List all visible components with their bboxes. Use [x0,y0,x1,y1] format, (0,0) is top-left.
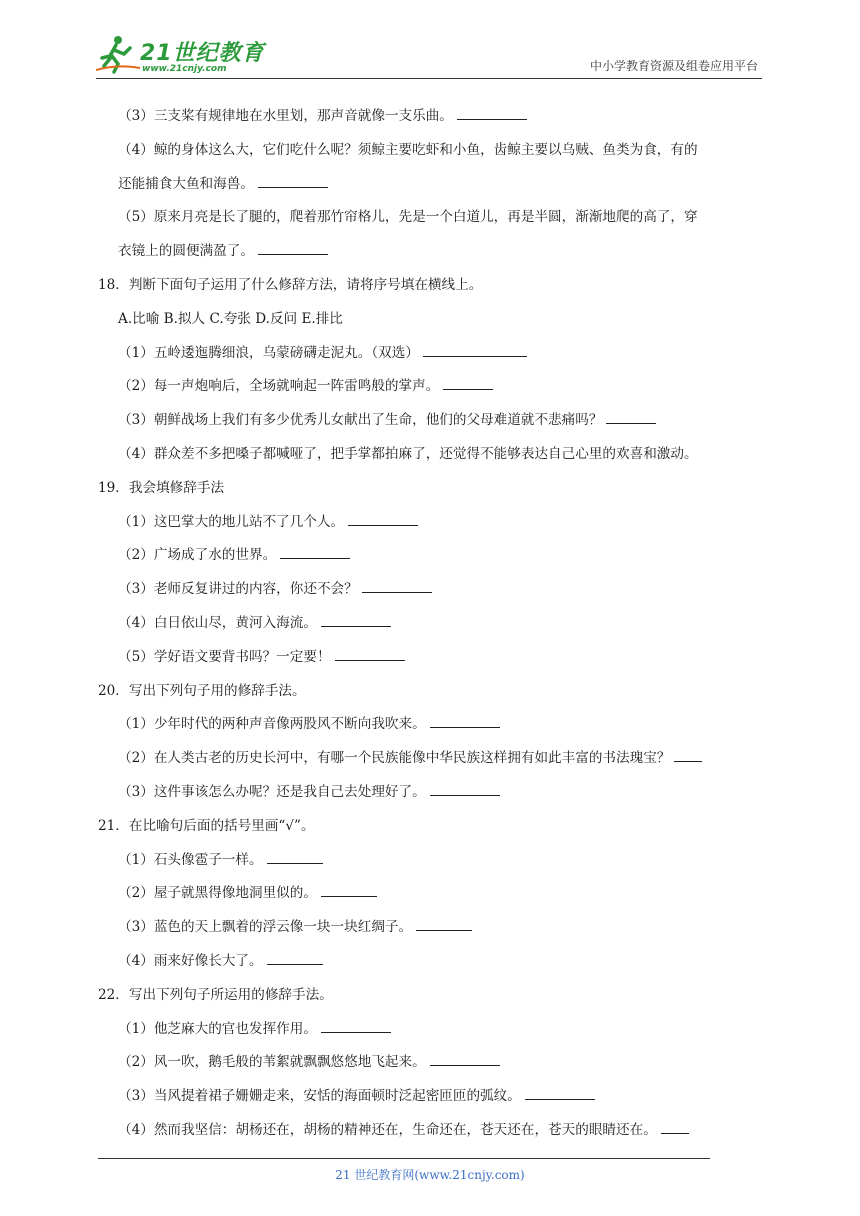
line-text: 18．判断下面句子运用了什么修辞方法，请将序号填在横线上。 [98,276,483,293]
text-line [98,1080,762,1114]
line-text: 19．我会填修辞手法 [98,479,225,496]
text-line [98,742,762,776]
answer-blank[interactable] [674,747,702,762]
text-line [98,370,762,404]
line-text: （3）蓝色的天上飘着的浮云像一块一块红绸子。 [118,919,413,936]
answer-blank[interactable] [430,713,500,728]
answer-blank[interactable] [321,882,377,897]
line-text: （3）朝鲜战场上我们有多少优秀儿女献出了生命，他们的父母难道就不悲痛吗？ [118,412,603,429]
text-line [98,1114,762,1148]
line-text: （4）白日依山尽，黄河入海流。 [118,614,317,631]
text-line [98,235,762,269]
answer-blank[interactable] [280,544,350,559]
logo [96,34,266,78]
line-text: （2）屋子就黑得像地洞里似的。 [118,885,317,902]
answer-blank[interactable] [525,1085,595,1100]
line-text: 衣镜上的圆便满盈了。 [118,243,254,260]
text-line [98,1013,762,1047]
text-line [98,979,762,1013]
answer-blank[interactable] [606,409,656,424]
text-line [98,438,762,472]
line-text: （1）他芝麻大的官也发挥作用。 [118,1020,317,1037]
line-text: （3）这件事该怎么办呢？还是我自己去处理好了。 [118,783,426,800]
text-line [98,675,762,709]
line-text: （3）三支桨有规律地在水里划，那声音就像一支乐曲。 [118,108,453,124]
page-footer: 21 世纪教育网(www.21cnjy.com) [335,1168,525,1182]
line-text: 还能捕食大鱼和海兽。 [118,175,254,192]
line-text: （1）五岭逶迤腾细浪，乌蒙磅礴走泥丸。（双选） [118,344,419,361]
page-header [96,30,762,79]
answer-blank[interactable] [423,342,527,357]
text-line [98,337,762,371]
text-line [98,810,762,844]
line-text: （3）当风提着裙子姗姗走来，安恬的海面顿时泛起密匝匝的弧纹。 [118,1088,521,1105]
answer-blank[interactable] [430,1051,500,1066]
line-text: （2）广场成了水的世界。 [118,547,277,564]
line-text: （4）群众差不多把嗓子都喊哑了，把手掌都拍麻了，还觉得不能够表达自己心里的欢喜和激动。 [118,445,698,462]
line-text: （4）然而我坚信：胡杨还在，胡杨的精神还在，生命还在，苍天还在，苍天的眼睛还在。 [118,1121,657,1138]
line-text: （4）雨来好像长大了。 [118,952,263,969]
text-line [98,100,762,134]
answer-blank[interactable] [416,916,472,931]
text-line [98,506,762,540]
text-line [98,844,762,878]
answer-blank[interactable] [661,1119,689,1134]
answer-blank[interactable] [267,950,323,965]
line-text: （1）少年时代的两种声音像两股风不断向我吹来。 [118,716,426,733]
answer-blank[interactable] [348,511,418,526]
text-line [98,303,762,337]
line-text: （2）在人类古老的历史长河中，有哪一个民族能像中华民族这样拥有如此丰富的书法瑰宝？ [118,750,671,767]
answer-blank[interactable] [335,646,405,661]
text-line [98,945,762,979]
text-line [98,573,762,607]
line-text: （2）每一声炮响后，全场就响起一阵雷鸣般的掌声。 [118,378,440,395]
platform-name: 中小学教育资源及组卷应用平台 [589,59,758,73]
line-text: 21．在比喻句后面的括号里画“√”。 [98,817,315,834]
text-line [98,134,762,168]
text-line [98,168,762,202]
text-line [98,911,762,945]
line-text: （4）鲸的身体这么大，它们吃什么呢？须鲸主要吃虾和小鱼，齿鲸主要以乌贼、鱼类为食，有的 [118,141,698,158]
text-line [98,201,762,235]
line-text: （3）老师反复讲过的内容，你还不会？ [118,581,358,598]
text-line [98,776,762,810]
text-line [98,269,762,303]
answer-blank[interactable] [258,173,328,188]
answer-blank[interactable] [258,240,328,255]
answer-blank[interactable] [430,781,500,796]
answer-blank[interactable] [443,375,493,390]
text-line [98,539,762,573]
answer-blank[interactable] [362,578,432,593]
line-text: （5）原来月亮是长了腿的，爬着那竹帘格儿，先是一个白道儿，再是半圆，渐渐地爬的高了，穿 [118,209,698,226]
line-text: A.比喻 B.拟人 C.夸张 D.反问 E.排比 [118,310,343,327]
line-text: （2）风一吹，鹅毛般的苇絮就飘飘悠悠地飞起来。 [118,1054,426,1071]
document-body [98,100,762,1148]
line-text: （1）石头像雹子一样。 [118,851,263,868]
answer-blank[interactable] [457,105,527,120]
line-text: （5）学好语文要背书吗？一定要！ [118,648,331,665]
text-line [98,708,762,742]
text-line [98,607,762,641]
answer-blank[interactable] [321,612,391,627]
line-text: 22．写出下列句子所运用的修辞手法。 [98,986,333,1003]
logo-text: 21世纪教育 [140,41,265,66]
text-line [98,404,762,438]
text-line [98,1046,762,1080]
answer-blank[interactable] [267,849,323,864]
line-text: 20．写出下列句子用的修辞手法。 [98,682,306,699]
footer-divider [98,1158,710,1159]
text-line [98,472,762,506]
logo-url: www.21cnjy.com [142,64,227,74]
answer-blank[interactable] [321,1018,391,1033]
text-line [98,641,762,675]
runner-logo-icon [96,34,140,74]
text-line [98,877,762,911]
line-text: （1）这巴掌大的地儿站不了几个人。 [118,513,345,530]
